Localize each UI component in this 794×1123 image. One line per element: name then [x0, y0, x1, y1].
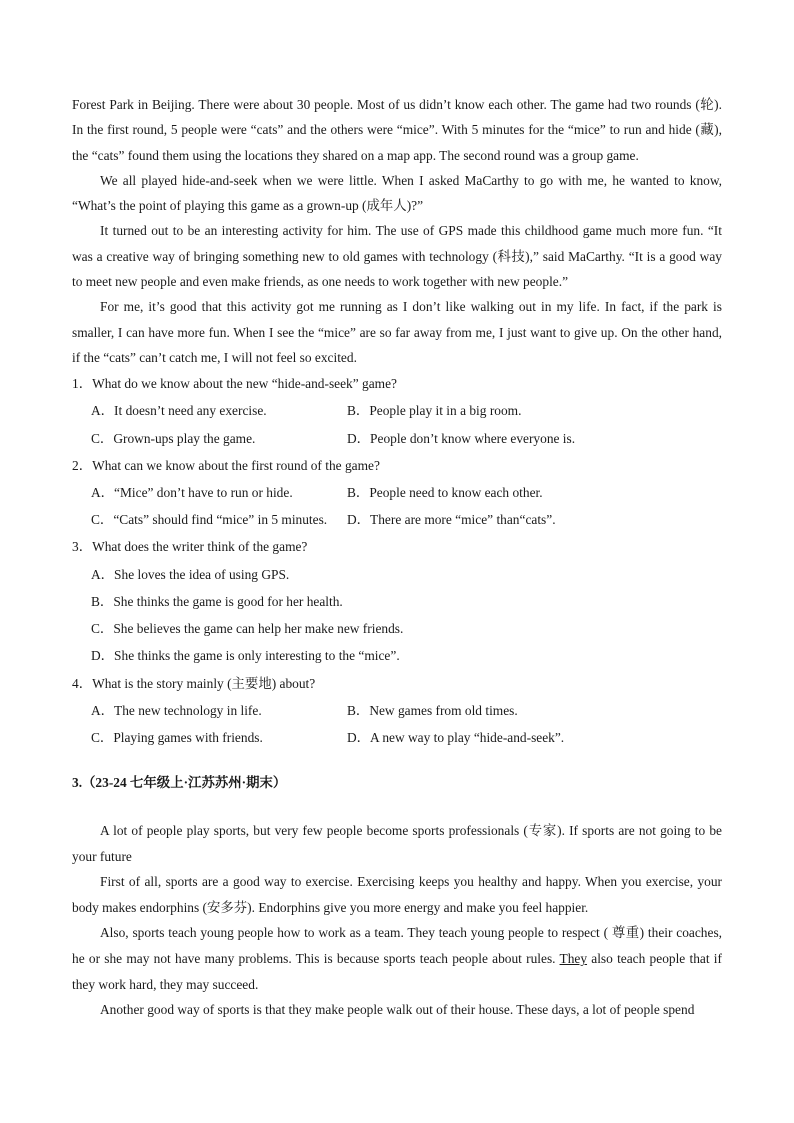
option-a[interactable]: A．It doesn’t need any exercise.: [91, 403, 267, 419]
option-d[interactable]: D．People don’t know where everyone is.: [347, 430, 576, 446]
passage-paragraph: It turned out to be an interesting activity for him. The use of GPS made this childhood game much more fun. “It was a creative way of bringing something new to old games with technology (科技),” said MaCarthy. “It is a good way to meet new people and even make friends, as one needs to work together with new people.”: [72, 223, 722, 290]
option-row: [72, 615, 722, 642]
passage-paragraph: [72, 920, 722, 997]
question-stem: 3．What does the writer think of the game?: [72, 539, 308, 555]
paragraph-text: Also, sports teach young people how to work as a team. They teach young people to respect ( 尊重) their coaches, he or she may not have many problems. This is because sports teach people about rules.: [72, 925, 722, 967]
section-heading: 3.（23-24 七年级上·江苏苏州·期末）: [72, 775, 287, 791]
passage-2: [72, 92, 722, 370]
option-b[interactable]: B．People play it in a big room.: [347, 403, 522, 419]
option-row: [72, 724, 722, 751]
option-d[interactable]: D．A new way to play “hide-and-seek”.: [347, 729, 565, 745]
question-4: [72, 670, 722, 752]
option-row: [72, 397, 722, 424]
option-c[interactable]: C．She believes the game can help her make new friends.: [91, 621, 404, 637]
option-row: [72, 642, 722, 669]
option-a[interactable]: A．She loves the idea of using GPS.: [91, 566, 290, 582]
option-row: [72, 425, 722, 452]
passage-paragraph: For me, it’s good that this activity got me running as I don’t like walking out in my life. In fact, if the park is smaller, I can have more fun. When I see the “mice” are so far away from me, I just want to give up. On the other hand, if the “cats” can’t catch me, I will not feel so excited.: [72, 299, 722, 365]
paragraph-text: also teach people that if they work hard, they may succeed.: [72, 951, 722, 992]
question-1: [72, 370, 722, 452]
option-d[interactable]: D．She thinks the game is only interesting to the “mice”.: [91, 648, 400, 664]
option-b[interactable]: B．People need to know each other.: [347, 485, 543, 501]
document-page: [72, 92, 722, 1023]
question-2: [72, 452, 722, 534]
option-b[interactable]: B．She thinks the game is good for her health.: [91, 593, 343, 609]
option-row: [72, 697, 722, 724]
question-list: [72, 370, 722, 751]
option-d[interactable]: D．There are more “mice” than“cats”.: [347, 512, 556, 528]
question-stem: 1．What do we know about the new “hide-and-seek” game?: [72, 376, 397, 392]
passage-paragraph: Another good way of sports is that they make people walk out of their house. These days, a lot of people spend: [100, 1002, 695, 1018]
option-c[interactable]: C．Grown-ups play the game.: [91, 430, 256, 446]
option-row: [72, 479, 722, 506]
option-a[interactable]: A．“Mice” don’t have to run or hide.: [91, 485, 293, 501]
passage-paragraph: First of all, sports are a good way to exercise. Exercising keeps you healthy and happy. When you exercise, your body makes endorphins (安多芬). Endorphins give you more energy and make you feel happier.: [72, 874, 722, 915]
option-row: [72, 588, 722, 615]
question-stem: 4．What is the story mainly (主要地) about?: [72, 675, 316, 691]
section-spacer: [72, 795, 722, 818]
underlined-word: They: [559, 951, 588, 967]
passage-3: [72, 818, 722, 1023]
option-row: [72, 506, 722, 533]
question-stem: 2．What can we know about the first round of the game?: [72, 457, 380, 473]
option-a[interactable]: A．The new technology in life.: [91, 702, 262, 718]
option-b[interactable]: B．New games from old times.: [347, 702, 518, 718]
option-row: [72, 561, 722, 588]
passage-paragraph: We all played hide-and-seek when we were little. When I asked MaCarthy to go with me, he wanted to know, “What’s the point of playing this game as a grown-up (成年人)?”: [72, 172, 722, 214]
passage-paragraph: Forest Park in Beijing. There were about 30 people. Most of us didn’t know each other. The game had two rounds (轮). In the first round, 5 people were “cats” and the others were “mice”. With 5 minutes for the “mice” to run and hide (藏), the “cats” found them using the locations they shared on a map app. The second round was a group game.: [72, 97, 722, 163]
option-c[interactable]: C．Playing games with friends.: [91, 729, 263, 745]
option-c[interactable]: C．“Cats” should find “mice” in 5 minutes.: [91, 512, 328, 528]
passage-paragraph: A lot of people play sports, but very few people become sports professionals (专家). If sports are not going to be your future: [72, 823, 722, 864]
question-3: [72, 533, 722, 669]
